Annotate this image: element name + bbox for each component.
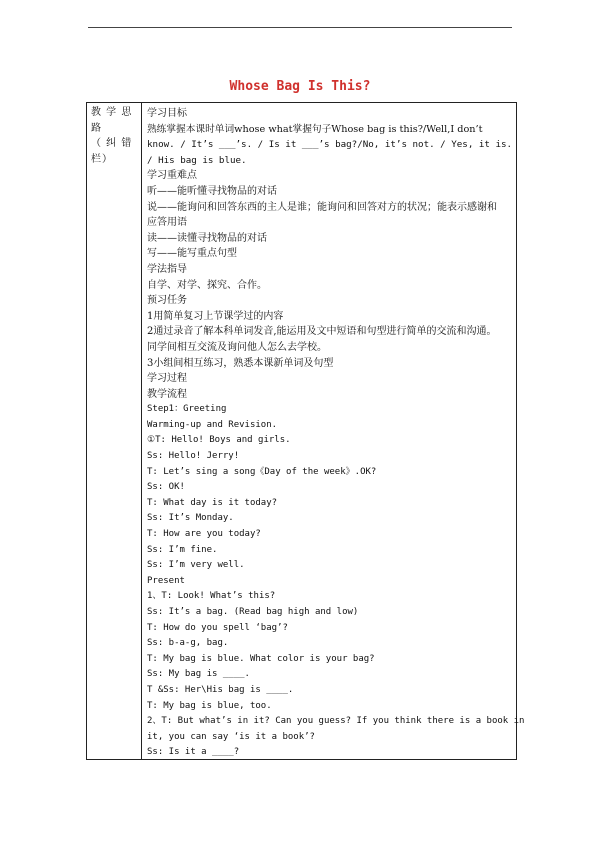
content-line: 3小组间相互练习，熟悉本课新单词及句型 [147,357,334,369]
dialogue-line: Ss: My bag is ____. [147,669,250,680]
dialogue-line: Step1：Greeting [147,404,227,415]
left-label-line: 教 学 思 [91,107,133,118]
header-rule [88,27,512,28]
content-line: 写——能写重点句型 [147,248,237,260]
section-heading: 学习重难点 [147,170,197,182]
dialogue-line: T: My bag is blue. What color is your bag? [147,653,375,664]
content-line: 应答用语 [147,217,187,229]
lesson-content [147,106,525,761]
teaching-notes-column [91,105,139,167]
content-line: 1用简单复习上节课学过的内容 [147,310,284,322]
content-line: 熟练掌握本课时单词whose what掌握句子Whose bag is this?/Well,I don’t [147,123,483,135]
left-label-line: （ 纠 错 [91,138,133,150]
content-line: 读——读懂寻找物品的对话 [147,232,267,244]
dialogue-line: T: My bag is blue, too. [147,700,272,711]
dialogue-line: ①T: Hello! Boys and girls. [147,435,291,446]
section-heading: 学习过程 [147,373,187,385]
content-line: 听——能听懂寻找物品的对话 [147,185,277,197]
content-line: 自学、对学、探究、合作。 [147,279,267,291]
dialogue-line: T: Let’s sing a song《Day of the week》.OK? [147,466,377,477]
content-line: 说——能询问和回答东西的主人是谁；能询问和回答对方的状况；能表示感谢和 [147,201,497,213]
content-line: 2通过录音了解本科单词发音,能运用及文中短语和句型进行简单的交流和沟通。 [147,326,497,338]
dialogue-line: Ss: OK! [147,482,185,493]
dialogue-line: Ss: It’s a bag. (Read bag high and low) [147,607,359,617]
content-line: 同学间相互交流及询问他人怎么去学校。 [147,341,327,353]
section-heading: 预习任务 [147,295,187,307]
lesson-table [86,102,525,760]
dialogue-line: T: What day is it today? [147,497,278,508]
page-title: Whose Bag Is This? [229,79,371,94]
dialogue-line: T: How are you today? [147,529,261,540]
content-line: know. / It’s ___’s. / Is it ___’s bag?/No, it’s not. / Yes, it is. [147,139,513,151]
dialogue-line: T &Ss: Her\His bag is ____. [147,684,294,695]
dialogue-line: Present [147,575,185,586]
dialogue-line: Ss: I’m fine. [147,544,218,555]
section-heading: 学习目标 [147,108,187,119]
dialogue-line: Ss: I’m very well. [147,560,245,571]
dialogue-line: Ss: It’s Monday. [147,513,234,524]
left-label-line: 路 [91,122,102,134]
dialogue-line: Ss: b-a-g, bag. [147,638,229,649]
section-heading: 教学流程 [147,388,187,400]
dialogue-line: Ss: Is it a ____? [147,747,240,758]
content-line: / His bag is blue. [147,154,247,166]
dialogue-line: it, you can say ‘is it a book’? [147,731,315,742]
column-divider [141,103,142,759]
left-label-line: 栏） [91,153,113,165]
dialogue-line: Ss: Hello! Jerry! [147,451,240,462]
dialogue-line: 2、T: But what’s in it? Can you guess? If you think there is a book in [147,716,525,727]
section-heading: 学法指导 [147,263,187,275]
dialogue-line: T: How do you spell ‘bag’? [147,622,288,633]
dialogue-line: 1、T: Look! What’s this? [147,591,276,602]
dialogue-line: Warming-up and Revision. [147,419,278,430]
